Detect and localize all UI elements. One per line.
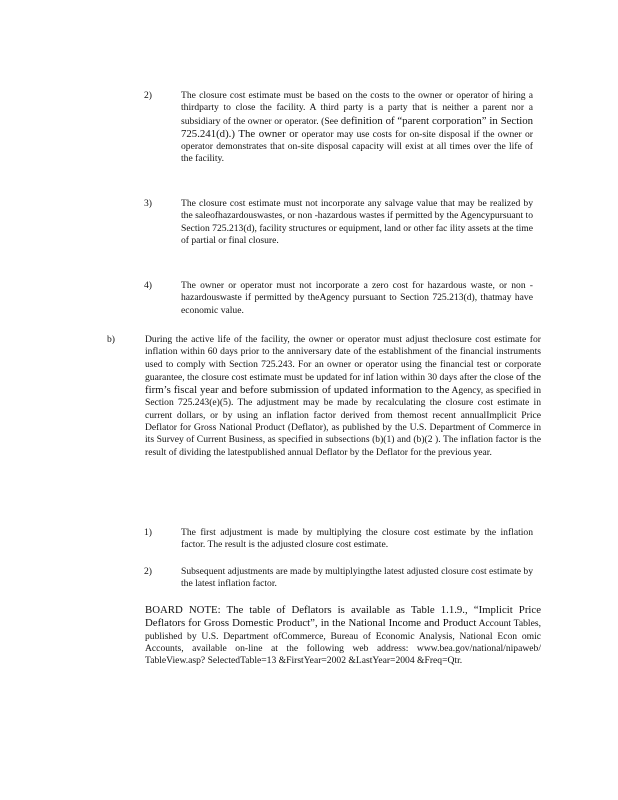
- salvage-value-paragraph: The closure cost estimate must not incorporate any salvage value that may be realized by the saleofhazardouswastes, or non -hazardous wastes if permitted by the Agencypursuant to Section 725.213(d), facility structures or equipment, land or other fac ility assets at the time of partial or final closure.: [181, 198, 533, 246]
- first-adjustment-paragraph: The first adjustment is made by multiplying the closure cost estimate by the inflation factor. The result is the adjusted closure cost estimate.: [181, 527, 533, 551]
- board-note: [145, 604, 541, 667]
- subsequent-adjustment-paragraph: Subsequent adjustments are made by multiplyingthe latest adjusted closure cost estimate by the latest inflation factor.: [181, 566, 533, 590]
- closure-cost-third-party-paragraph: [181, 90, 533, 166]
- item-number: 2): [144, 90, 152, 101]
- paragraph-text: The closure cost estimate must be based on the costs to the owner or operator of hiring a thirdparty to close the facility. A third party is a party that is neither a parent nor a subsidiary of the owner or operator. (See: [181, 90, 533, 127]
- subsection-letter: b): [107, 334, 115, 345]
- paragraph-text: Agency, as specified in Section 725.243(e)(5). The adjustment may be made by recalculating the closure cost estimate in current dollars, or by using an inflation factor derived from themost recent annualImplicit Price Deflator for Gross National Product (Deflator), as published by the U.S. Department of Commerce in its Survey of Current Business, as specified in subsections (b)(1) and (b)(2 ). The inflation factor is the result of dividing the latestpublished annual Deflator by the Deflator for the previous year.: [145, 385, 542, 458]
- paragraph-text-large: of the firm’s fiscal year and before submission of updated information to the: [145, 370, 541, 397]
- zero-cost-paragraph: The owner or operator must not incorporate a zero cost for hazardous waste, or non -hazardouswaste if permitted by theAgency pursuant to Section 725.213(d), thatmay have economic value.: [181, 280, 533, 316]
- inflation-adjustment-paragraph: [145, 334, 541, 459]
- paragraph-text: operator may use costs for on-site disposal if the owner or operator demonstrates that on-site disposal capacity will exist at all times over the life of the facility.: [181, 128, 534, 165]
- board-note-body-text: Account Tables, published by U.S. Department ofCommerce, Bureau of Economic Analysis, National Econ omic Accounts, available on-line at the following web address: www.bea.gov/national/nipaweb/ TableView.asp? SelectedTable=13 &FirstYear=2002 &LastYear=2004 &Freq=Qtr.: [145, 618, 541, 667]
- paragraph-text: During the active life of the facility, the owner or operator must adjust theclosure cost estimate for inflation within 60 days prior to the anniversary date of the establishment of the financial instruments used to comply with Section 725.243. For an owner or operator using the financial test or corporate guarantee, the closure cost estimate must be updated for inf lation within 30 days after the close: [145, 334, 541, 383]
- board-note-heading-text: BOARD NOTE: The table of Deflators is available as Table 1.1.9., “Implicit Price Deflators for Gross Domestic Product”, in the National Income and Product: [145, 604, 541, 630]
- item-number: 3): [144, 198, 152, 209]
- item-number: 2): [144, 566, 152, 577]
- item-number: 1): [144, 527, 152, 538]
- paragraph-text-large: definition of “parent corporation” in Section 725.241(d).) The owner or: [181, 114, 534, 140]
- item-number: 4): [144, 280, 152, 291]
